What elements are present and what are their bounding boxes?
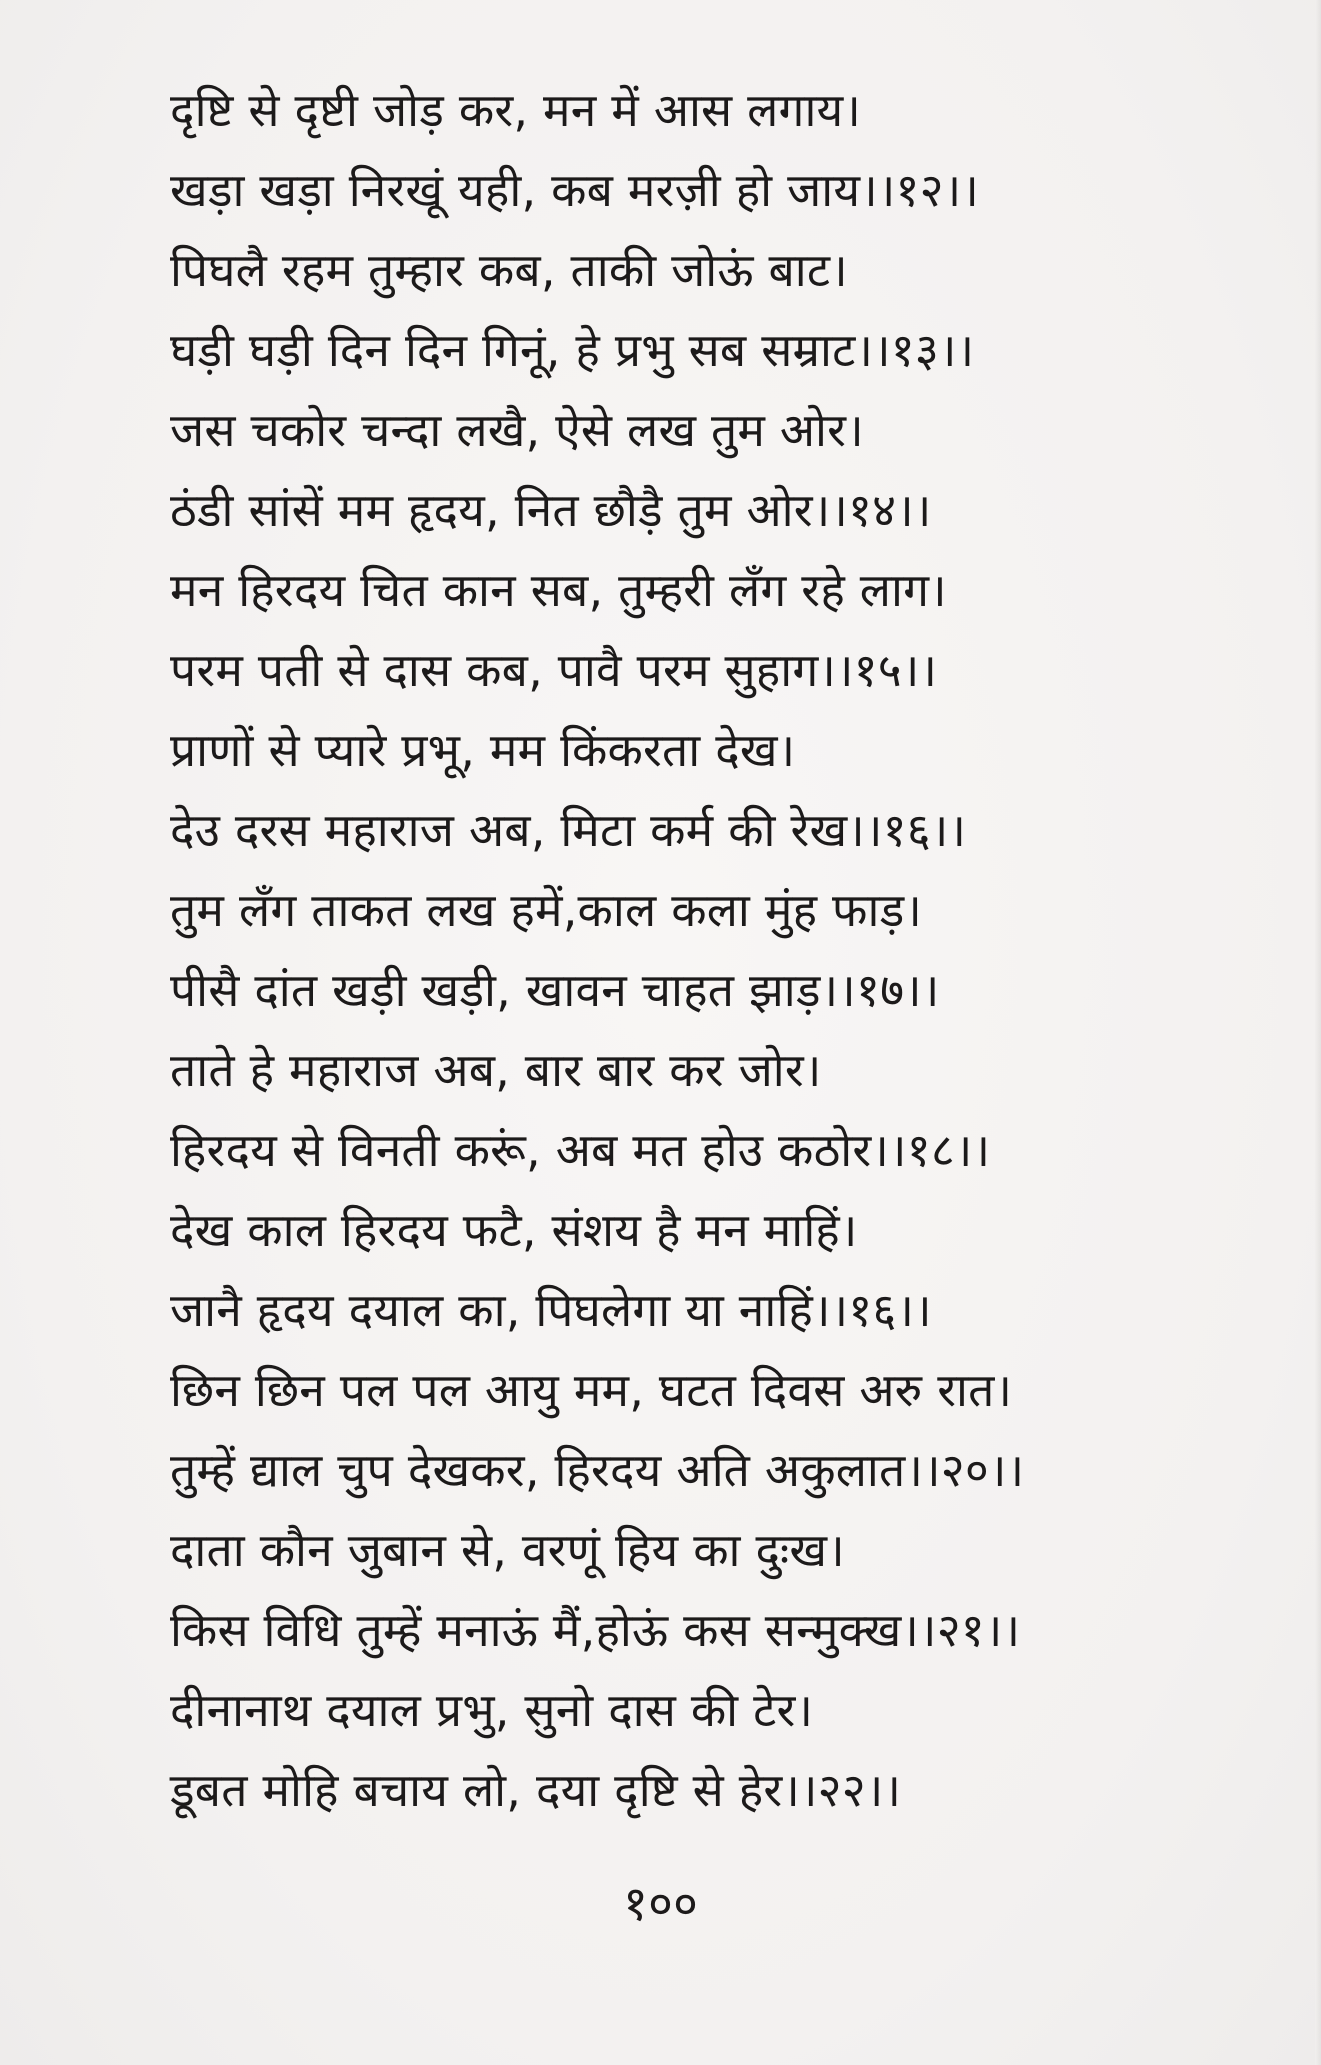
- verse-line: ठंडी सांसें मम हृदय, नित छौड़ै तुम ओर।।१४।।: [170, 483, 932, 537]
- page-number: १००: [623, 1876, 698, 1932]
- verse-line: प्राणों से प्यारे प्रभू, मम किंकरता देख।: [170, 723, 796, 777]
- page-edge-shadow: [1315, 0, 1321, 2065]
- verse-line: जस चकोर चन्दा लखै, ऐसे लख तुम ओर।: [170, 403, 864, 457]
- verse-line: खड़ा खड़ा निरखूं यही, कब मरज़ी हो जाय।।१२।।: [170, 163, 979, 217]
- verse-line: परम पती से दास कब, पावै परम सुहाग।।१५।।: [170, 643, 938, 697]
- verse-block: [170, 70, 1170, 1830]
- verse-line: दृष्टि से दृष्टी जोड़ कर, मन में आस लगाय।: [170, 83, 862, 137]
- verse-line: दाता कौन जुबान से, वरणूं हिय का दुःख।: [170, 1523, 845, 1577]
- verse-line: तुम लँग ताकत लख हमें,काल कला मुंह फाड़।: [170, 883, 923, 937]
- verse-line: पिघलै रहम तुम्हार कब, ताकी जोऊं बाट।: [170, 243, 848, 297]
- verse-line: पीसै दांत खड़ी खड़ी, खावन चाहत झाड़।।१७।।: [170, 963, 940, 1017]
- verse-line: जानै हृदय दयाल का, पिघलेगा या नाहिं।।१६।।: [170, 1283, 932, 1337]
- verse-line: ताते हे महाराज अब, बार बार कर जोर।: [170, 1043, 822, 1097]
- verse-line: घड़ी घड़ी दिन दिन गिनूं, हे प्रभु सब सम्राट।।१३।।: [170, 323, 975, 377]
- verse-line: दीनानाथ दयाल प्रभु, सुनो दास की टेर।: [170, 1683, 814, 1737]
- verse-line: छिन छिन पल पल आयु मम, घटत दिवस अरु रात।: [170, 1363, 1013, 1417]
- verse-line: देउ दरस महाराज अब, मिटा कर्म की रेख।।१६।।: [170, 803, 967, 857]
- verse-line: हिरदय से विनती करूं, अब मत होउ कठोर।।१८।।: [170, 1123, 991, 1177]
- verse-line: तुम्हें द्याल चुप देखकर, हिरदय अति अकुलात।।२०।।: [170, 1443, 1025, 1497]
- verse-line: डूबत मोहि बचाय लो, दया दृष्टि से हेर।।२२।।: [170, 1763, 902, 1817]
- verse-line: मन हिरदय चित कान सब, तुम्हरी लँग रहे लाग।: [170, 563, 947, 617]
- verse-line: देख काल हिरदय फटै, संशय है मन माहिं।: [170, 1203, 858, 1257]
- verse-line: किस विधि तुम्हें मनाऊं मैं,होऊं कस सन्मुक्ख।।२१।।: [170, 1603, 1021, 1657]
